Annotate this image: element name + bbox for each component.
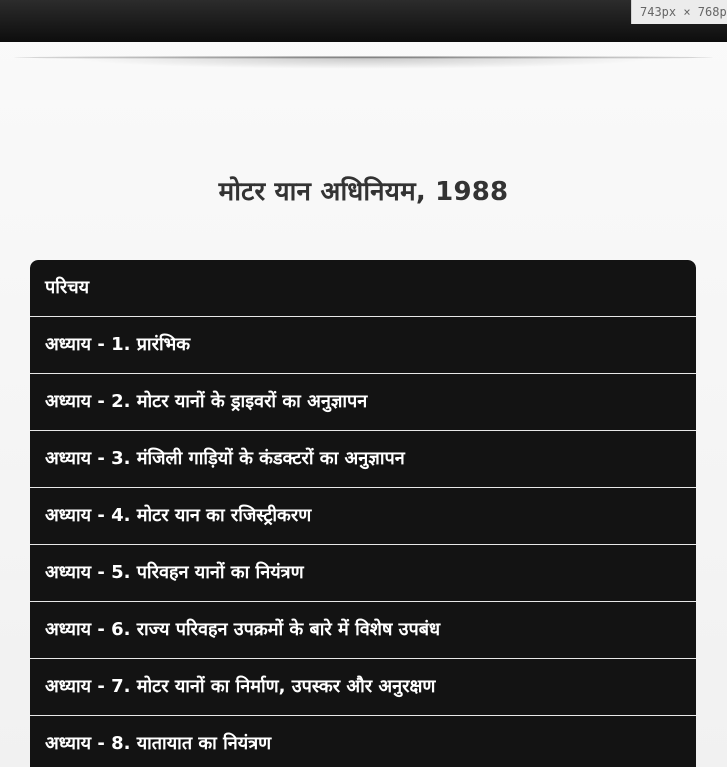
chapter-item-2[interactable]: अध्याय - 2. मोटर यानों के ड्राइवरों का अनुज्ञापन [30,374,696,431]
chapter-item-1[interactable]: अध्याय - 1. प्रारंभिक [30,317,696,374]
header-shadow-divider [14,54,713,70]
chapter-list [30,260,696,767]
chapter-item-8[interactable]: अध्याय - 8. यातायात का नियंत्रण [30,716,696,767]
chapter-item-4[interactable]: अध्याय - 4. मोटर यान का रजिस्ट्रीकरण [30,488,696,545]
chapter-item-3[interactable]: अध्याय - 3. मंजिली गाड़ियों के कंडक्टरों का अनुज्ञापन [30,431,696,488]
top-header-bar [0,0,727,42]
page-title: मोटर यान अधिनियम, 1988 [218,177,509,207]
chapter-item-7[interactable]: अध्याय - 7. मोटर यानों का निर्माण, उपस्कर और अनुरक्षण [30,659,696,716]
chapter-item-6[interactable]: अध्याय - 6. राज्य परिवहन उपक्रमों के बारे में विशेष उपबंध [30,602,696,659]
viewport-size-badge: 743px × 768p [631,0,727,24]
chapter-item-introduction[interactable]: परिचय [30,260,696,317]
chapter-item-5[interactable]: अध्याय - 5. परिवहन यानों का नियंत्रण [30,545,696,602]
